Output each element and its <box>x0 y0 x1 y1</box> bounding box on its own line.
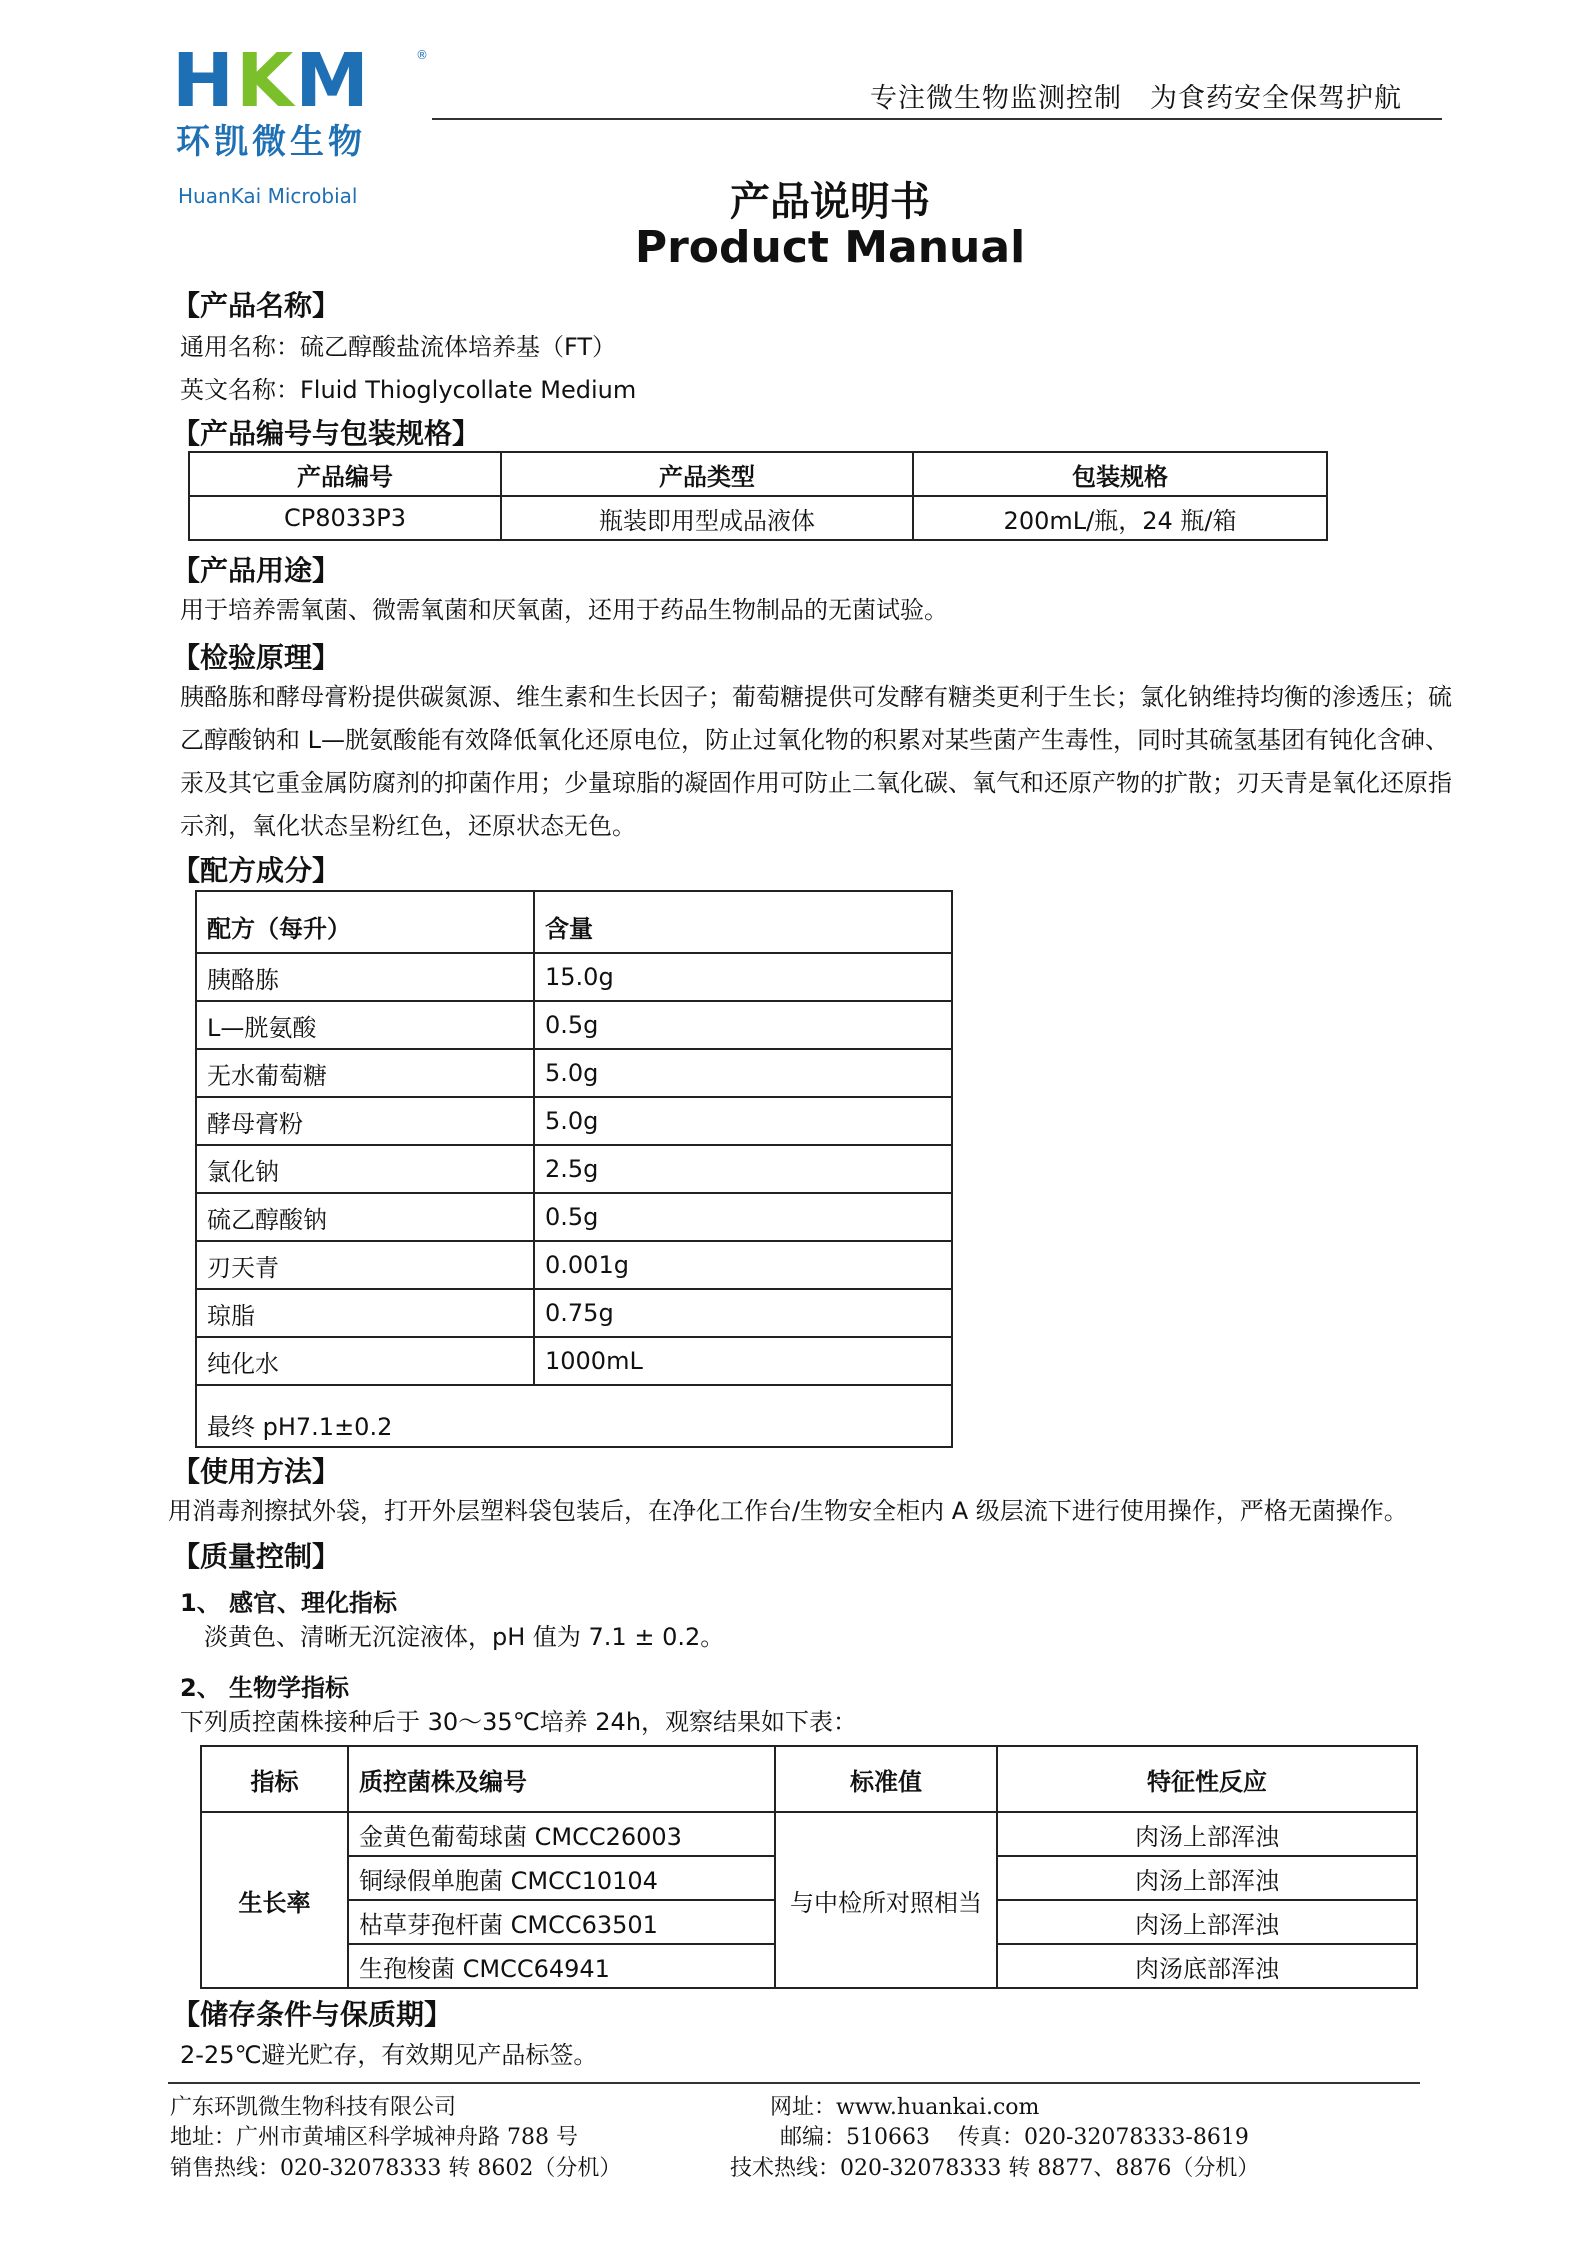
ingredient-name: 无水葡萄糖 <box>196 1049 534 1097</box>
product-code: CP8033P3 <box>189 496 501 540</box>
principle-line-3: 汞及其它重金属防腐剂的抑菌作用；少量琼脂的凝固作用可防止二氧化碳、氧气和还原产物的扩散；刃天青是氧化还原指 <box>180 769 1452 797</box>
ingredient-name: L—胱氨酸 <box>196 1001 534 1049</box>
ingredient-name: 酵母膏粉 <box>196 1097 534 1145</box>
strain-cell: 生孢梭菌 CMCC64941 <box>348 1944 775 1988</box>
ingredient-amount: 0.5g <box>534 1001 952 1049</box>
footer-address: 地址：广州市黄埔区科学城神舟路 788 号 <box>170 2125 578 2150</box>
reaction-cell: 肉汤上部浑浊 <box>997 1812 1417 1856</box>
product-type: 瓶装即用型成品液体 <box>501 496 913 540</box>
quality-sub-heading-2: 2、 生物学指标 <box>180 1674 350 1702</box>
section-heading-principle: 【检验原理】 <box>172 641 341 674</box>
footer-divider <box>168 2082 1420 2084</box>
ingredient-name: 琼脂 <box>196 1289 534 1337</box>
ingredient-name: 刃天青 <box>196 1241 534 1289</box>
strain-cell: 金黄色葡萄球菌 CMCC26003 <box>348 1812 775 1856</box>
section-heading-packaging: 【产品编号与包装规格】 <box>172 417 481 450</box>
quality-bio-text: 下列质控菌株接种后于 30～35℃培养 24h，观察结果如下表： <box>180 1708 858 1736</box>
footer-postcode: 邮编：510663 <box>780 2125 930 2150</box>
table-row <box>196 1001 952 1049</box>
footer-company: 广东环凯微生物科技有限公司 <box>170 2095 457 2120</box>
header-reaction: 特征性反应 <box>997 1746 1417 1812</box>
header-standard: 标准值 <box>775 1746 997 1812</box>
document-subtitle: Product Manual <box>634 222 1026 273</box>
footer-sales-hotline: 销售热线：020-32078333 转 8602（分机） <box>170 2156 622 2181</box>
header-indicator: 指标 <box>201 1746 348 1812</box>
table-header-row <box>201 1746 1417 1812</box>
logo-letters <box>172 38 371 124</box>
formula-table <box>195 890 953 1448</box>
header-formula: 配方（每升） <box>196 891 534 953</box>
table-row <box>196 1097 952 1145</box>
section-heading-method: 【使用方法】 <box>172 1455 341 1488</box>
logo-chinese-name: 环凯微生物 <box>176 122 366 162</box>
package-spec: 200mL/瓶，24 瓶/箱 <box>913 496 1327 540</box>
storage-text: 2-25℃避光贮存，有效期见产品标签。 <box>180 2041 598 2069</box>
table-header-row <box>196 891 952 953</box>
table-row <box>196 1241 952 1289</box>
header-product-code: 产品编号 <box>189 452 501 496</box>
table-row <box>196 1145 952 1193</box>
logo-english-name: HuanKai Microbial <box>178 184 358 208</box>
logo-letter-m: M <box>295 38 371 124</box>
ingredient-name: 硫乙醇酸钠 <box>196 1193 534 1241</box>
header-content: 含量 <box>534 891 952 953</box>
packaging-table <box>188 451 1328 541</box>
header-slogan: 专注微生物监测控制 为食药安全保驾护航 <box>870 83 1402 114</box>
common-name: 通用名称：硫乙醇酸盐流体培养基（FT） <box>180 333 617 361</box>
footer-website: 网址：www.huankai.com <box>770 2095 1040 2120</box>
table-row <box>196 953 952 1001</box>
section-heading-usage: 【产品用途】 <box>172 554 341 587</box>
principle-line-4: 示剂，氧化状态呈粉红色，还原状态无色。 <box>180 812 636 840</box>
header-product-type: 产品类型 <box>501 452 913 496</box>
ingredient-amount: 1000mL <box>534 1337 952 1385</box>
reaction-cell: 肉汤上部浑浊 <box>997 1900 1417 1944</box>
reaction-cell: 肉汤底部浑浊 <box>997 1944 1417 1988</box>
strain-cell: 枯草芽孢杆菌 CMCC63501 <box>348 1900 775 1944</box>
table-row <box>196 1337 952 1385</box>
footer-tech-hotline: 技术热线：020-32078333 转 8877、8876（分机） <box>730 2156 1260 2181</box>
ingredient-amount: 2.5g <box>534 1145 952 1193</box>
usage-text: 用于培养需氧菌、微需氧菌和厌氧菌，还用于药品生物制品的无菌试验。 <box>180 596 948 624</box>
quality-physical-text: 淡黄色、清晰无沉淀液体，pH 值为 7.1 ± 0.2。 <box>204 1623 725 1651</box>
table-row <box>196 1193 952 1241</box>
ingredient-amount: 0.001g <box>534 1241 952 1289</box>
company-logo <box>172 38 432 208</box>
ingredient-amount: 0.75g <box>534 1289 952 1337</box>
ingredient-name: 纯化水 <box>196 1337 534 1385</box>
english-name: 英文名称：Fluid Thioglycollate Medium <box>180 376 637 404</box>
section-heading-formula: 【配方成分】 <box>172 854 341 887</box>
ingredient-amount: 0.5g <box>534 1193 952 1241</box>
section-heading-storage: 【储存条件与保质期】 <box>172 1998 453 2031</box>
table-row <box>196 1289 952 1337</box>
section-heading-quality: 【质量控制】 <box>172 1540 341 1573</box>
standard-cell: 与中检所对照相当 <box>775 1812 997 1988</box>
section-heading-name: 【产品名称】 <box>172 289 341 322</box>
strain-cell: 铜绿假单胞菌 CMCC10104 <box>348 1856 775 1900</box>
table-row <box>196 1049 952 1097</box>
method-text: 用消毒剂擦拭外袋，打开外层塑料袋包装后，在净化工作台/生物安全柜内 A 级层流下进行使用操作，严格无菌操作。 <box>168 1497 1408 1525</box>
principle-line-2: 乙醇酸钠和 L—胱氨酸能有效降低氧化还原电位，防止过氧化物的积累对某些菌产生毒性，同时其硫氢基团有钝化含砷、 <box>180 726 1449 754</box>
document-title: 产品说明书 <box>730 179 930 225</box>
reaction-cell: 肉汤上部浑浊 <box>997 1856 1417 1900</box>
final-ph: 最终 pH7.1±0.2 <box>196 1385 952 1447</box>
indicator-cell: 生长率 <box>201 1812 348 1988</box>
table-row <box>201 1812 1417 1856</box>
ingredient-amount: 5.0g <box>534 1097 952 1145</box>
logo-letter-k: K <box>235 38 296 124</box>
table-row <box>189 496 1327 540</box>
header-strain: 质控菌株及编号 <box>348 1746 775 1812</box>
principle-line-1: 胰酪胨和酵母膏粉提供碳氮源、维生素和生长因子；葡萄糖提供可发酵有糖类更利于生长；氯化钠维持均衡的渗透压；硫 <box>180 683 1452 711</box>
logo-letter-h: H <box>172 38 236 124</box>
ingredient-name: 氯化钠 <box>196 1145 534 1193</box>
footer-fax: 传真：020-32078333-8619 <box>958 2125 1249 2150</box>
header-package-spec: 包装规格 <box>913 452 1327 496</box>
ingredient-amount: 5.0g <box>534 1049 952 1097</box>
table-header-row <box>189 452 1327 496</box>
ingredient-name: 胰酪胨 <box>196 953 534 1001</box>
quality-table <box>200 1745 1418 1989</box>
table-row <box>196 1385 952 1447</box>
header-divider <box>432 118 1442 120</box>
logo-registered-mark: ® <box>416 48 428 62</box>
ingredient-amount: 15.0g <box>534 953 952 1001</box>
quality-sub-heading-1: 1、 感官、理化指标 <box>180 1589 398 1617</box>
